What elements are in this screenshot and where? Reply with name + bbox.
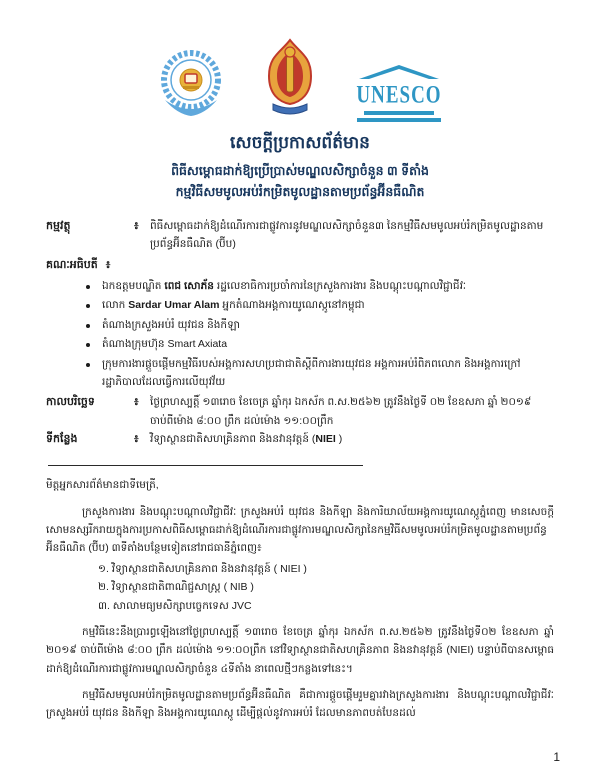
- date-label: កាលបរិច្ឆេទ: [46, 396, 95, 409]
- logo-row: [0, 0, 600, 122]
- chair-name-bold: Sardar Umar Alam: [128, 299, 220, 312]
- venue-text-post: ): [335, 433, 343, 445]
- chairs-label: គណៈអធិបតី: [46, 258, 98, 271]
- page-title: សេចក្តីប្រកាសព័ត៌មាន: [230, 133, 370, 152]
- chair-text: តំណាងក្រុមហ៊ុន Smart Axiata: [102, 338, 228, 351]
- chair-item: [84, 277, 554, 295]
- unesco-logo-icon: [353, 65, 445, 122]
- site-item: ៣. សាលាមធ្យមសិក្សាបច្ចេកទេស JVC: [98, 599, 252, 612]
- chair-item: [84, 335, 554, 353]
- site-item: ១. វិទ្យាស្ថានជាតិសហគ្រិនភាព និងនវានុវត្តន៍ ( NIEI ): [98, 562, 307, 575]
- chair-text: ក្រុមការងារផ្តួចផ្តើមកម្មវិធីរបស់អង្គការសហប្រជាជាតិស្តីពីការងារយុវជន អង្គការអប់រំពិភពលោក និងអង្គការក្រៅរដ្ឋាភិបាលដែលធ្វើការលើយុវវ័យ: [102, 357, 521, 388]
- sites-list: [98, 560, 554, 615]
- venue-text-pre: វិទ្យាស្ថានជាតិសហគ្រិនភាព និងនវានុវត្តន៍ (: [150, 433, 316, 445]
- unesco-step-bar-2: [357, 118, 441, 122]
- chair-name-bold: ពេជ សោភ័ន: [164, 280, 214, 292]
- subtitle-line-1: ពិធីសម្ពោធដាក់ឱ្យប្រើប្រាស់មណ្ឌលសិក្សាចំនួន ៣ ទីតាំង: [171, 164, 429, 178]
- paragraph-3: កម្មវិធីសមមូលអប់រំកម្រិតមូលដ្ឋានតាមប្រព័ន្ធអ៊ីនធឺណិត គឺជាការផ្តួចផ្តើមរួមគ្នារវាងក្រសួងការងារ និងបណ្តុះបណ្តាលវិជ្ជាជីវៈ ក្រសួងអប់រំ យុវជន និងកីឡា និងអង្គការយូណេស្កូ ដើម្បីផ្តល់នូវការអប់រំ ដែលមានភាពបត់បែនដល់: [46, 689, 554, 720]
- chair-item: [84, 355, 554, 392]
- chair-text: រដ្ឋលេខាធិការប្រចាំការនៃក្រសួងការងារ និងបណ្តុះបណ្តាលវិជ្ជាជីវៈ: [213, 280, 467, 292]
- section-divider: [48, 465, 363, 466]
- venue-colon: ៖: [134, 433, 139, 445]
- unesco-step-bar-1: [364, 111, 434, 115]
- chair-text: តំណាងក្រសួងអប់រំ យុវជន និងកីឡា: [102, 318, 240, 331]
- subject-row: [46, 217, 554, 254]
- chairs-colon: ៖: [105, 258, 111, 271]
- ministry-labour-emblem-svg: [155, 46, 227, 122]
- moeys-crest-svg: [261, 38, 319, 122]
- subject-label: កម្មវត្ថុ: [46, 220, 71, 232]
- paragraph-1: ក្រសួងការងារ និងបណ្តុះបណ្តាលវិជ្ជាជីវៈ ក្រសួងអប់រំ យុវជន និងកីឡា និងការិយាល័យអង្គការយូណេស្កូភ្នំពេញ មានសេចក្តីសោមនស្សរីករាយក្នុងការប្រកាសពិធីសម្ពោធដាក់ឱ្យដំណើរការជាផ្លូវការមណ្ឌលសិក្សានៃកម្មវិធីសមមូលអប់រំកម្រិតមូលដ្ឋានតាមប្រព័ន្ធអ៊ីនធឺណិត (ប៊ីប) ៣ទីតាំងបន្ថែមទៀតនៅរាជធានីភ្នំពេញ៖: [46, 505, 554, 555]
- salutation: មិត្តអ្នកសារព័ត៌មានជាទីមេត្រី,: [46, 479, 159, 492]
- chairs-row: [46, 256, 554, 275]
- chairs-list: [84, 277, 554, 391]
- moeys-crest-logo-icon: [261, 38, 319, 122]
- chair-text: លោក: [102, 299, 129, 312]
- site-item: ២. វិទ្យាស្ថានជាតិពាណិជ្ជសាស្ត្រ ( NIB ): [98, 581, 254, 594]
- subject-colon: ៖: [134, 220, 139, 232]
- ministry-labour-logo-icon: [155, 46, 227, 122]
- venue-label: ទីកន្លែង: [46, 433, 78, 445]
- venue-acronym-bold: NIEI: [315, 433, 336, 445]
- venue-text: [150, 430, 554, 448]
- document-body: [0, 203, 600, 723]
- chair-text: ឯកឧត្តមបណ្ឌិត: [102, 280, 165, 292]
- subtitle-line-2: កម្មវិធីសមមូលអប់រំកម្រិតមូលដ្ឋានតាមប្រព័ន្ធអ៊ីនធឺណិត: [175, 185, 425, 199]
- chair-item: [84, 296, 554, 314]
- venue-row: [46, 430, 554, 449]
- unesco-logo: [353, 65, 445, 122]
- chair-item: [84, 316, 554, 334]
- date-text: ថ្ងៃព្រហស្បត្តិ៍ ១៣រោច ខែចេត្រ ឆ្នាំកុរ ឯកស័ក ព.ស.២៥៦២ ត្រូវនឹងថ្ងៃទី ០២ ខែឧសភា ឆ្នាំ ២០១៩ ចាប់ពីម៉ោង ៨:០០ ព្រឹក ដល់ម៉ោង ១១:០០ព្រឹក: [150, 396, 532, 427]
- unesco-wordmark: UNESCO: [356, 80, 442, 109]
- unesco-pediment-icon: [359, 65, 439, 79]
- chair-text: អ្នកតំណាងអង្គការយូណេស្កូនៅកម្ពុជា: [219, 299, 365, 312]
- date-colon: ៖: [134, 396, 139, 409]
- page-number: 1: [553, 750, 560, 764]
- date-row: [46, 393, 554, 430]
- subject-text: ពិធីសម្ពោធដាក់ឱ្យដំណើរការជាផ្លូវការនូវមណ្ឌលសិក្សាចំនួន៣ នៃកម្មវិធីសមមូលអប់រំកម្រិតមូលដ្ឋានតាមប្រព័ន្ធអ៊ីនធឺណិត (ប៊ីប): [150, 220, 544, 251]
- paragraph-2: កម្មវិធីនេះនឹងប្រារព្ធឡើងនៅថ្ងៃព្រហស្បត្តិ៍ ១៣រោច ខែចេត្រ ឆ្នាំកុរ ឯកស័ក ព.ស.២៥៦២ ត្រូវនឹងថ្ងៃទី០២ ខែឧសភា ឆ្នាំ ២០១៩ ចាប់ពីម៉ោង ៨:០០ ព្រឹក ដល់ម៉ោង ១១:០០ព្រឹក នៅវិទ្យាស្ថានជាតិសហគ្រិនភាព និងនវានុវត្តន៍ (NIEI) បន្ទាប់ពីបានសម្ពោធដាក់ឱ្យដំណើរការជាផ្លូវការមណ្ឌលសិក្សាចំនួន ៤ទីតាំង នាពេលថ្មីៗកន្លងទៅនេះ។: [46, 625, 554, 675]
